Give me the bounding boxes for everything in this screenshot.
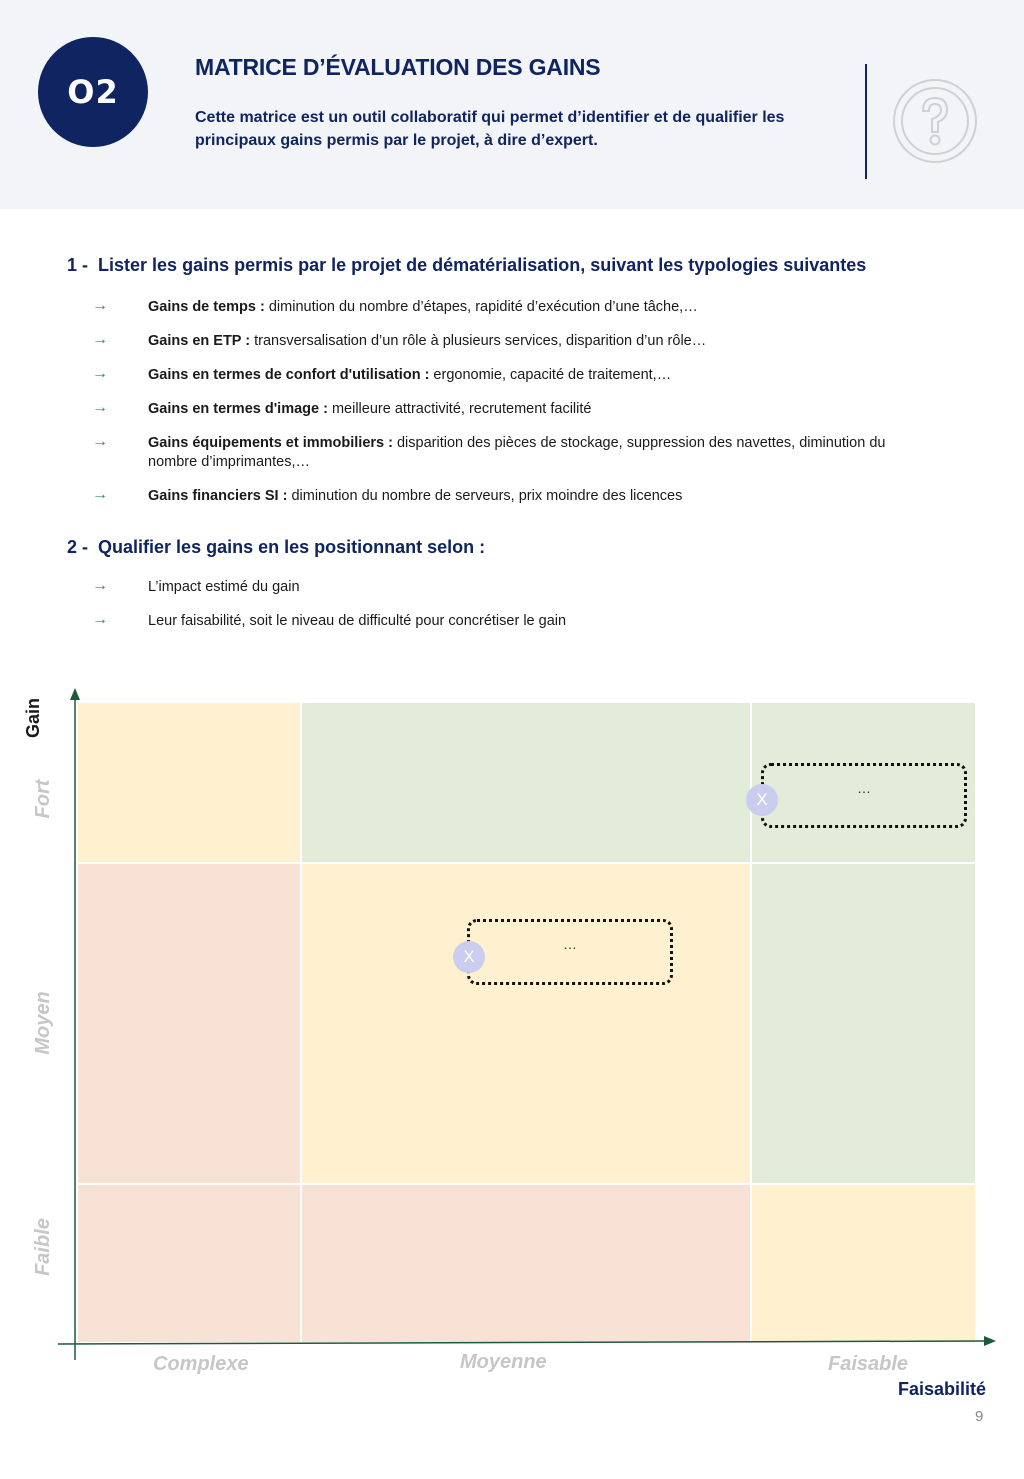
item-label: Gains financiers SI :: [148, 488, 288, 504]
arrow-right-icon: →: [92, 297, 108, 314]
arrow-right-icon: →: [92, 486, 108, 503]
section-1-heading: Lister les gains permis par le projet de dématérialisation, suivant les typologies suivantes: [98, 255, 867, 275]
y-axis-title: Gain: [23, 698, 43, 739]
page-title: MATRICE D’ÉVALUATION DES GAINS: [195, 54, 601, 80]
item-description: Leur faisabilité, soit le niveau de difficulté pour concrétiser le gain: [148, 613, 567, 629]
item-label: Gains en ETP :: [148, 333, 251, 349]
arrow-right-icon: →: [92, 331, 108, 348]
arrow-right-icon: →: [92, 577, 108, 594]
arrow-right-icon: →: [92, 611, 108, 628]
section-2-number: 2 -: [67, 537, 89, 557]
gain-marker: X: [453, 941, 485, 973]
item-description: diminution du nombre de serveurs, prix moindre des licences: [287, 488, 683, 504]
gain-entry-box[interactable]: [761, 763, 967, 828]
x-axis-title: Faisabilité: [898, 1379, 987, 1399]
section-1-number: 1 -: [67, 255, 89, 275]
arrow-right-icon: →: [92, 433, 108, 450]
question-circle-icon: [890, 76, 980, 166]
x-level-faisable: Faisable: [828, 1353, 909, 1375]
gain-marker: X: [746, 784, 778, 816]
arrow-right-icon: →: [92, 365, 108, 382]
page-subtitle: Cette matrice est un outil collaboratif qui permet d’identifier et de qualifier les principaux gains permis par le projet, à dire d’expert.: [195, 109, 785, 149]
item-description: meilleure attractivité, recrutement facilité: [327, 401, 592, 417]
y-level-fort: Fort: [32, 779, 54, 819]
section-1-title: [67, 255, 866, 276]
item-label: Gains en termes de confort d'utilisation :: [148, 367, 430, 383]
item-label: Gains équipements et immobiliers :: [148, 435, 393, 451]
header-banner: [0, 0, 1024, 209]
item-description: L’impact estimé du gain: [148, 579, 300, 595]
gain-entry-box[interactable]: [467, 919, 673, 985]
item-description: transversalisation d’un rôle à plusieurs services, disparition d’un rôle…: [250, 333, 707, 349]
section-2-heading: Qualifier les gains en les positionnant selon :: [98, 537, 486, 557]
item-label: Gains en termes d'image :: [148, 401, 328, 417]
section-2-title: [67, 537, 485, 558]
item-description: ergonomie, capacité de traitement,…: [429, 367, 672, 383]
gain-entry-label: …: [563, 936, 577, 952]
x-level-complexe: Complexe: [153, 1353, 249, 1375]
item-description: disparition des pièces de stockage, suppression des navettes, diminution du nombre d’imprimantes,…: [148, 435, 886, 470]
section-badge: O2: [38, 37, 148, 147]
y-level-moyen: Moyen: [32, 991, 54, 1055]
x-level-moyenne: Moyenne: [460, 1351, 547, 1373]
item-label: Gains de temps :: [148, 299, 265, 315]
header-divider: [865, 64, 867, 179]
page-number: 9: [975, 1408, 984, 1425]
arrow-right-icon: →: [92, 399, 108, 416]
item-description: diminution du nombre d’étapes, rapidité d’exécution d’une tâche,…: [264, 299, 698, 315]
y-level-faible: Faible: [32, 1218, 54, 1276]
gain-entry-label: …: [857, 780, 871, 796]
